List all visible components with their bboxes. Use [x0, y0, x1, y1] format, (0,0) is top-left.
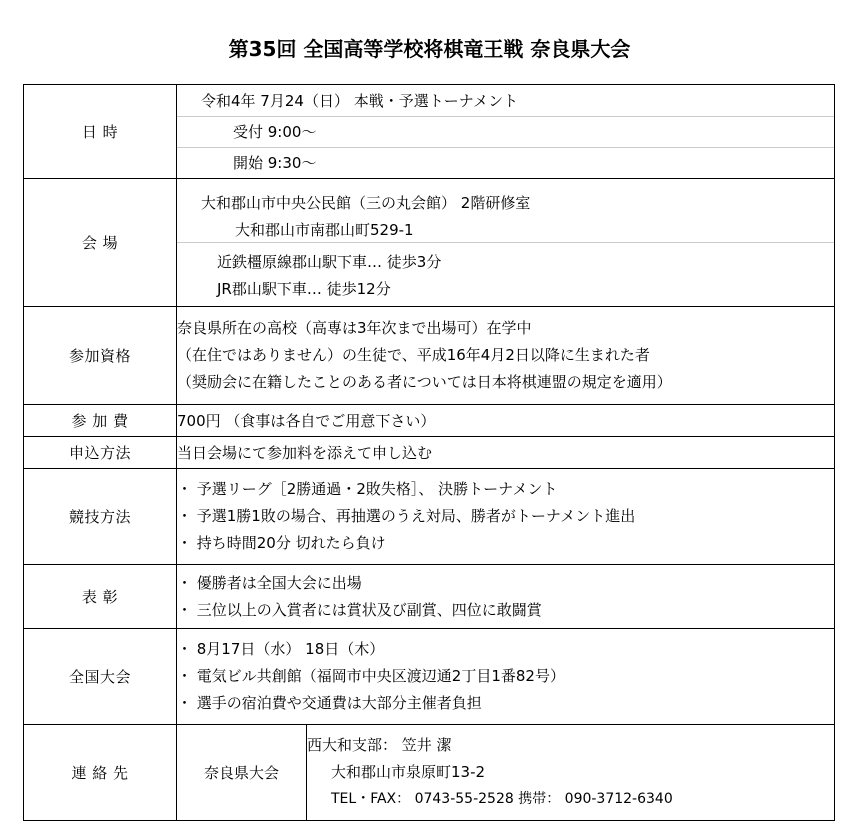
label-venue: 会 場 [24, 179, 177, 307]
row-awards [24, 565, 835, 629]
row-contact [24, 725, 835, 821]
venue-access-block [177, 243, 834, 303]
eligibility-line-2: （在住ではありません）の生徒で、平成16年4月2日以降に生まれた者 [177, 346, 650, 364]
row-venue [24, 179, 835, 307]
venue-line-2: 大和郡山市南郡山町529-1 [235, 221, 414, 239]
label-application: 申込方法 [24, 437, 177, 469]
eligibility-line-1: 奈良県所在の高校（高専は3年次まで出場可）在学中 [177, 319, 532, 337]
content-national [177, 629, 835, 725]
label-awards: 表 彰 [24, 565, 177, 629]
row-eligibility [24, 307, 835, 405]
format-line-3: ・ 持ち時間20分 切れたら負け [177, 534, 386, 552]
info-table [23, 84, 835, 821]
row-fee [24, 405, 835, 437]
content-eligibility [177, 307, 835, 405]
awards-line-1: ・ 優勝者は全国大会に出場 [177, 573, 362, 592]
format-line-1: ・ 予選リーグ［2勝通過・2敗失格］、 決勝トーナメント [177, 480, 558, 498]
row-application [24, 437, 835, 469]
venue-line-3: 近鉄橿原線郡山駅下車… 徒歩3分 [217, 253, 442, 271]
application-line-1: 当日会場にて参加料を添えて申し込む [177, 437, 835, 469]
label-format: 競技方法 [24, 469, 177, 565]
label-fee: 参 加 費 [24, 405, 177, 437]
content-format [177, 469, 835, 565]
national-line-1: ・ 8月17日（水） 18日（木） [177, 640, 385, 658]
contact-line-3: TEL・FAX： 0743-55-2528 携帯： 090-3712-6340 [331, 791, 673, 807]
datetime-line-3: 開始 9:30～ [233, 153, 317, 172]
page-title: 第35回 全国高等学校将棋竜王戦 奈良県大会 [228, 37, 631, 61]
contact-line-1: 西大和支部： 笠井 潔 [307, 736, 452, 754]
fee-line-1: 700円 （食事は各自でご用意下さい） [177, 405, 835, 437]
datetime-line-2: 受付 9:00～ [177, 117, 834, 148]
row-national [24, 629, 835, 725]
row-format [24, 469, 835, 565]
content-contact [307, 725, 835, 821]
contact-line-2: 大和郡山市泉原町13-2 [331, 763, 486, 781]
eligibility-line-3: （奨励会に在籍したことのある者については日本将棋連盟の規定を適用） [177, 373, 672, 391]
content-datetime [177, 85, 835, 179]
content-venue [177, 179, 835, 307]
label-datetime: 日 時 [24, 85, 177, 179]
format-line-2: ・ 予選1勝1敗の場合、再抽選のうえ対局、勝者がトーナメント進出 [177, 507, 636, 525]
label-national: 全国大会 [24, 629, 177, 725]
national-line-3: ・ 選手の宿泊費や交通費は大部分主催者負担 [177, 694, 482, 712]
label-eligibility: 参加資格 [24, 307, 177, 405]
row-datetime [24, 85, 835, 179]
contact-org: 奈良県大会 [177, 725, 307, 821]
content-awards [177, 565, 835, 629]
datetime-line-1: 令和4年 7月24（日） 本戦・予選トーナメント [177, 86, 834, 117]
venue-line-1: 大和郡山市中央公民館（三の丸会館） 2階研修室 [201, 194, 531, 212]
venue-address-block [177, 182, 834, 243]
venue-line-4: JR郡山駅下車… 徒歩12分 [217, 280, 391, 298]
awards-line-2: ・ 三位以上の入賞者には賞状及び副賞、四位に敢闘賞 [177, 600, 542, 619]
label-contact: 連 絡 先 [24, 725, 177, 821]
national-line-2: ・ 電気ビル共創館（福岡市中央区渡辺通2丁目1番82号） [177, 667, 565, 685]
